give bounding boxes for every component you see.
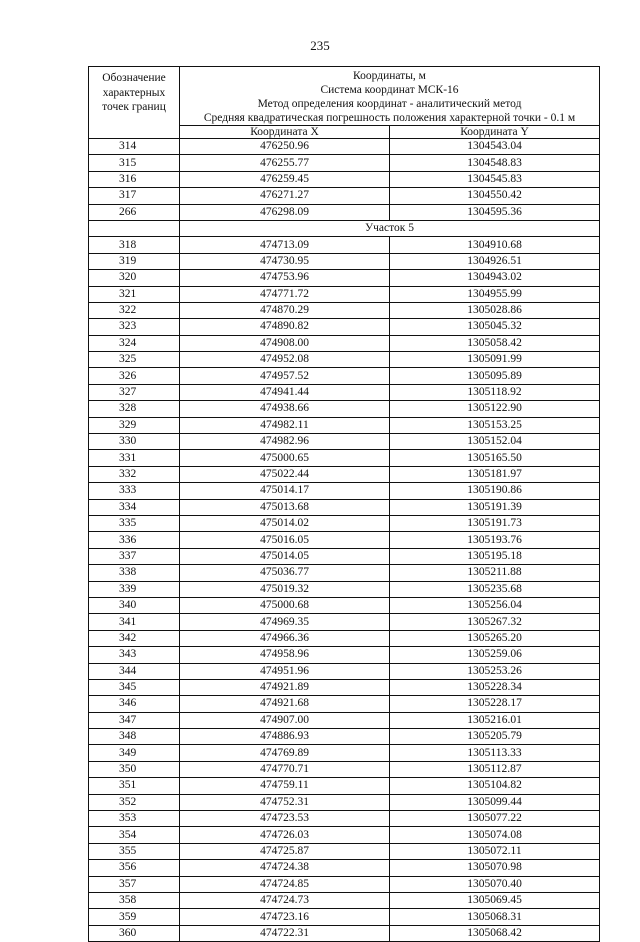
coord-y: 1304910.68 — [390, 237, 600, 253]
coord-x: 474886.93 — [180, 729, 390, 745]
table-row — [89, 368, 600, 384]
point-id: 319 — [89, 253, 180, 269]
point-id: 356 — [89, 860, 180, 876]
point-id: 327 — [89, 384, 180, 400]
determination-method: Метод определения координат - аналитический метод — [257, 98, 522, 110]
point-id: 359 — [89, 909, 180, 925]
table-row — [89, 647, 600, 663]
table-row — [89, 335, 600, 351]
table-row — [89, 483, 600, 499]
coord-x: 474969.35 — [180, 614, 390, 630]
coord-y: 1305099.44 — [390, 794, 600, 810]
coord-y: 1305152.04 — [390, 434, 600, 450]
coord-x: 475000.68 — [180, 597, 390, 613]
coord-x: 474870.29 — [180, 302, 390, 318]
point-id: 339 — [89, 581, 180, 597]
coord-y: 1305112.87 — [390, 761, 600, 777]
point-id: 347 — [89, 712, 180, 728]
coord-x: 476255.77 — [180, 155, 390, 171]
coord-x: 474957.52 — [180, 368, 390, 384]
coord-x: 474890.82 — [180, 319, 390, 335]
coordinates-header — [180, 67, 600, 126]
coord-y: 1305193.76 — [390, 532, 600, 548]
table-row — [89, 188, 600, 204]
coord-y: 1304550.42 — [390, 188, 600, 204]
point-id: 266 — [89, 204, 180, 220]
coord-y: 1305181.97 — [390, 466, 600, 482]
accuracy-note: Средняя квадратическая погрешность положения характерной точки - 0.1 м — [203, 112, 576, 124]
point-id: 349 — [89, 745, 180, 761]
table-row — [89, 565, 600, 581]
point-id: 328 — [89, 401, 180, 417]
coord-y: 1305122.90 — [390, 401, 600, 417]
point-id: 338 — [89, 565, 180, 581]
point-id: 321 — [89, 286, 180, 302]
point-id: 331 — [89, 450, 180, 466]
coord-y: 1305068.42 — [390, 925, 600, 941]
table-row — [89, 696, 600, 712]
table-row — [89, 630, 600, 646]
table-row — [89, 614, 600, 630]
table-row — [89, 352, 600, 368]
point-id: 358 — [89, 892, 180, 908]
table-row — [89, 466, 600, 482]
coord-x: 475016.05 — [180, 532, 390, 548]
point-id: 322 — [89, 302, 180, 318]
coord-y: 1305211.88 — [390, 565, 600, 581]
coord-y: 1305191.39 — [390, 499, 600, 515]
coord-x: 474769.89 — [180, 745, 390, 761]
coord-x: 474726.03 — [180, 827, 390, 843]
table-row — [89, 450, 600, 466]
coord-y: 1305045.32 — [390, 319, 600, 335]
point-id: 317 — [89, 188, 180, 204]
point-id: 354 — [89, 827, 180, 843]
coord-x: 474752.31 — [180, 794, 390, 810]
coord-x: 474941.44 — [180, 384, 390, 400]
points-label-line-1: Обозначение — [102, 72, 166, 84]
coord-x: 474753.96 — [180, 270, 390, 286]
point-id: 324 — [89, 335, 180, 351]
column-y-header: Координата Y — [390, 126, 600, 139]
section-blank-cell — [89, 220, 180, 236]
table-row — [89, 778, 600, 794]
coord-y: 1304955.99 — [390, 286, 600, 302]
table-body — [89, 139, 600, 942]
coord-y: 1305165.50 — [390, 450, 600, 466]
coord-x: 475014.02 — [180, 515, 390, 531]
coord-y: 1305228.34 — [390, 679, 600, 695]
coord-y: 1304545.83 — [390, 171, 600, 187]
column-x-header: Координата X — [180, 126, 390, 139]
coord-x: 474921.68 — [180, 696, 390, 712]
coord-x: 474713.09 — [180, 237, 390, 253]
coord-y: 1305190.86 — [390, 483, 600, 499]
point-id: 351 — [89, 778, 180, 794]
coord-x: 475014.05 — [180, 548, 390, 564]
coord-x: 476271.27 — [180, 188, 390, 204]
coord-x: 474982.11 — [180, 417, 390, 433]
point-id: 341 — [89, 614, 180, 630]
table-row — [89, 892, 600, 908]
point-id: 318 — [89, 237, 180, 253]
coord-y: 1305072.11 — [390, 843, 600, 859]
section-row — [89, 220, 600, 236]
point-id: 353 — [89, 811, 180, 827]
coord-x: 475036.77 — [180, 565, 390, 581]
point-id: 314 — [89, 139, 180, 155]
table-row — [89, 319, 600, 335]
point-id: 342 — [89, 630, 180, 646]
table-row — [89, 745, 600, 761]
table-row — [89, 679, 600, 695]
table-row — [89, 581, 600, 597]
coord-x: 474759.11 — [180, 778, 390, 794]
table-row — [89, 499, 600, 515]
table-row — [89, 729, 600, 745]
coord-x: 474730.95 — [180, 253, 390, 269]
coord-x: 474722.31 — [180, 925, 390, 941]
point-id: 335 — [89, 515, 180, 531]
table-row — [89, 286, 600, 302]
point-id: 329 — [89, 417, 180, 433]
table-row — [89, 712, 600, 728]
coord-x: 474966.36 — [180, 630, 390, 646]
coord-x: 474951.96 — [180, 663, 390, 679]
table-row — [89, 139, 600, 155]
coord-x: 474723.53 — [180, 811, 390, 827]
point-id: 355 — [89, 843, 180, 859]
coord-y: 1305068.31 — [390, 909, 600, 925]
table-row — [89, 827, 600, 843]
coord-x: 476259.45 — [180, 171, 390, 187]
coord-x: 474723.16 — [180, 909, 390, 925]
coord-y: 1305058.42 — [390, 335, 600, 351]
coord-y: 1305267.32 — [390, 614, 600, 630]
point-id: 325 — [89, 352, 180, 368]
coord-y: 1305153.25 — [390, 417, 600, 433]
coord-x: 476250.96 — [180, 139, 390, 155]
coord-x: 474724.38 — [180, 860, 390, 876]
coord-x: 474952.08 — [180, 352, 390, 368]
table-row — [89, 548, 600, 564]
coord-x: 474982.96 — [180, 434, 390, 450]
coord-x: 474921.89 — [180, 679, 390, 695]
coord-x: 475014.17 — [180, 483, 390, 499]
coord-x: 474770.71 — [180, 761, 390, 777]
table-row — [89, 843, 600, 859]
coord-y: 1304943.02 — [390, 270, 600, 286]
point-id: 333 — [89, 483, 180, 499]
coord-y: 1305191.73 — [390, 515, 600, 531]
point-id: 348 — [89, 729, 180, 745]
point-id: 316 — [89, 171, 180, 187]
table-row — [89, 794, 600, 810]
coord-y: 1305216.01 — [390, 712, 600, 728]
table-row — [89, 811, 600, 827]
points-label-header — [89, 67, 180, 139]
point-id: 320 — [89, 270, 180, 286]
coord-y: 1305259.06 — [390, 647, 600, 663]
coord-y: 1304543.04 — [390, 139, 600, 155]
coord-x: 474724.73 — [180, 892, 390, 908]
table-row — [89, 434, 600, 450]
table-row — [89, 663, 600, 679]
point-id: 350 — [89, 761, 180, 777]
coord-y: 1305118.92 — [390, 384, 600, 400]
point-id: 334 — [89, 499, 180, 515]
coord-y: 1305265.20 — [390, 630, 600, 646]
coord-y: 1305091.99 — [390, 352, 600, 368]
table-row — [89, 876, 600, 892]
table-row — [89, 171, 600, 187]
point-id: 323 — [89, 319, 180, 335]
point-id: 326 — [89, 368, 180, 384]
coord-y: 1305235.68 — [390, 581, 600, 597]
table-row — [89, 204, 600, 220]
coord-y: 1305113.33 — [390, 745, 600, 761]
table-row — [89, 270, 600, 286]
coord-y: 1305205.79 — [390, 729, 600, 745]
coord-y: 1305077.22 — [390, 811, 600, 827]
table-row — [89, 155, 600, 171]
table-row — [89, 925, 600, 941]
table-row — [89, 597, 600, 613]
coord-y: 1305253.26 — [390, 663, 600, 679]
coord-x: 474907.00 — [180, 712, 390, 728]
table-row — [89, 253, 600, 269]
point-id: 337 — [89, 548, 180, 564]
coordinate-system: Система координат МСК-16 — [320, 84, 459, 96]
coord-y: 1305228.17 — [390, 696, 600, 712]
coordinates-title: Координаты, м — [353, 70, 426, 82]
points-label-line-3: точек границ — [102, 101, 166, 113]
coord-x: 475000.65 — [180, 450, 390, 466]
coord-x: 474725.87 — [180, 843, 390, 859]
point-id: 315 — [89, 155, 180, 171]
point-id: 340 — [89, 597, 180, 613]
coord-x: 475019.32 — [180, 581, 390, 597]
point-id: 357 — [89, 876, 180, 892]
points-label-line-2: характерных — [102, 86, 166, 99]
coord-x: 474958.96 — [180, 647, 390, 663]
table-row — [89, 909, 600, 925]
coord-y: 1305095.89 — [390, 368, 600, 384]
coord-y: 1305028.86 — [390, 302, 600, 318]
coord-y: 1305070.40 — [390, 876, 600, 892]
point-id: 346 — [89, 696, 180, 712]
coord-y: 1305074.08 — [390, 827, 600, 843]
page-number: 235 — [310, 38, 330, 53]
coordinates-table — [88, 66, 600, 942]
coord-x: 474724.85 — [180, 876, 390, 892]
coord-x: 476298.09 — [180, 204, 390, 220]
coord-y: 1305104.82 — [390, 778, 600, 794]
table-row — [89, 417, 600, 433]
coord-y: 1304595.36 — [390, 204, 600, 220]
coord-x: 475022.44 — [180, 466, 390, 482]
table-row — [89, 532, 600, 548]
table-row — [89, 401, 600, 417]
coord-y: 1305070.98 — [390, 860, 600, 876]
coord-y: 1304548.83 — [390, 155, 600, 171]
coord-x: 474938.66 — [180, 401, 390, 417]
table-row — [89, 761, 600, 777]
table-row — [89, 237, 600, 253]
coord-x: 474908.00 — [180, 335, 390, 351]
point-id: 344 — [89, 663, 180, 679]
coord-y: 1305069.45 — [390, 892, 600, 908]
table-row — [89, 384, 600, 400]
point-id: 352 — [89, 794, 180, 810]
table-row — [89, 515, 600, 531]
coord-y: 1305195.18 — [390, 548, 600, 564]
point-id: 345 — [89, 679, 180, 695]
point-id: 332 — [89, 466, 180, 482]
coord-y: 1304926.51 — [390, 253, 600, 269]
table-row — [89, 860, 600, 876]
coord-y: 1305256.04 — [390, 597, 600, 613]
point-id: 330 — [89, 434, 180, 450]
coord-x: 474771.72 — [180, 286, 390, 302]
point-id: 343 — [89, 647, 180, 663]
coord-x: 475013.68 — [180, 499, 390, 515]
point-id: 360 — [89, 925, 180, 941]
point-id: 336 — [89, 532, 180, 548]
section-title: Участок 5 — [180, 220, 600, 236]
table-row — [89, 302, 600, 318]
